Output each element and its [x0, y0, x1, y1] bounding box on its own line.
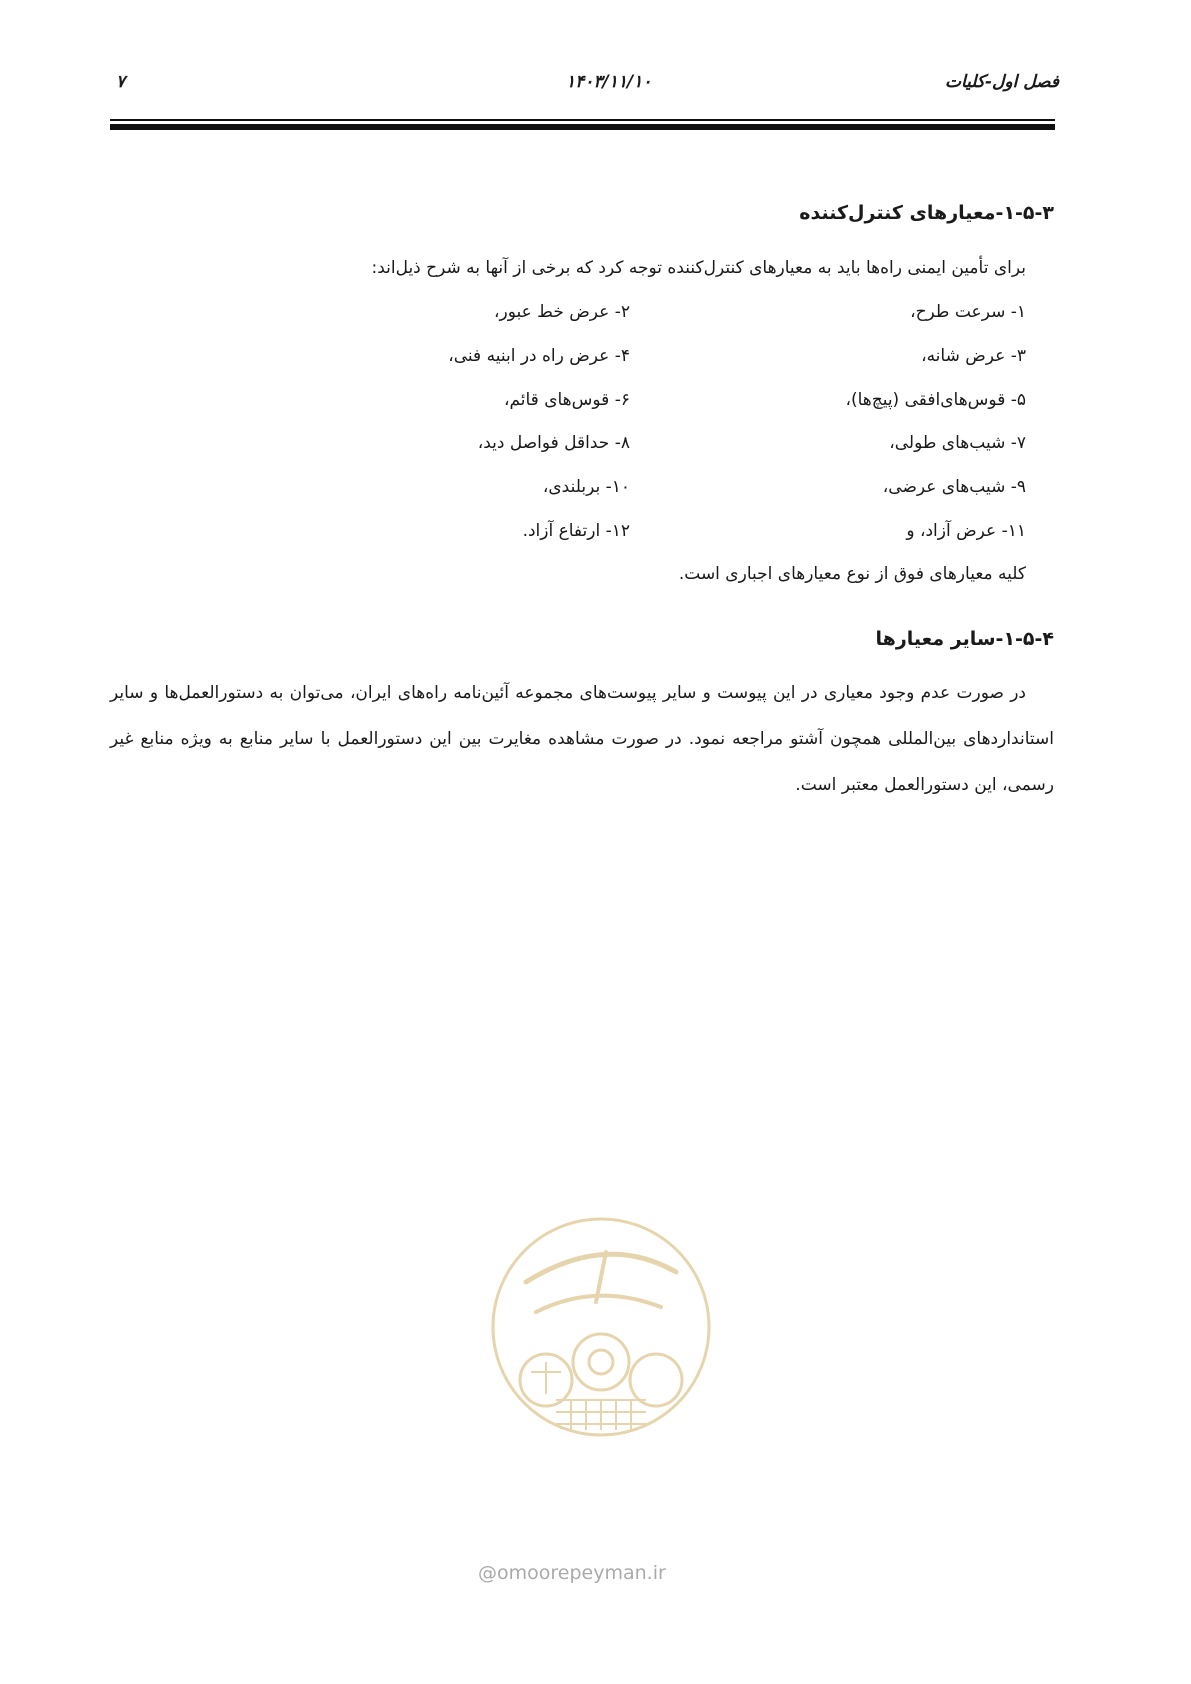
chapter-title: فصل اول-کلیات: [944, 72, 1059, 92]
criteria-item: ۷- شیب‌های طولی،: [889, 433, 1026, 453]
watermark-logo: [486, 1212, 716, 1542]
section-intro: برای تأمین ایمنی راه‌ها باید به معیارهای کنترل‌کننده توجه کرد که برخی از آنها به شرح ذیل‌اند:: [371, 258, 1026, 278]
criteria-item: ۸- حداقل فواصل دید،: [477, 433, 630, 453]
criteria-item: ۱- سرعت طرح،: [910, 302, 1026, 322]
criteria-item: ۲- عرض خط عبور،: [494, 302, 630, 322]
criteria-item: ۶- قوس‌های قائم،: [503, 390, 630, 410]
header-rule-thick: [110, 124, 1055, 130]
criteria-item: ۱۲- ارتفاع آزاد.: [522, 521, 630, 541]
criteria-item: ۴- عرض راه در ابنیه فنی،: [448, 346, 630, 366]
document-date: ۱۴۰۳/۱۱/۱۰: [566, 72, 652, 92]
section-heading-controlling-criteria: ۱-۵-۳-معیارهای کنترل‌کننده: [799, 202, 1054, 224]
criteria-item: ۱۱- عرض آزاد، و: [906, 521, 1026, 541]
section-heading-other-criteria: ۱-۵-۴-سایر معیارها: [875, 628, 1054, 650]
page-number: ۷: [116, 72, 126, 92]
criteria-item: ۵- قوس‌های‌افقی (پیچ‌ها)،: [845, 390, 1026, 410]
header-rule-thin: [110, 119, 1055, 121]
criteria-item: ۹- شیب‌های عرضی،: [882, 477, 1026, 497]
other-criteria-paragraph: در صورت عدم وجود معیاری در این پیوست و سایر پیوست‌های مجموعه آئین‌نامه راه‌های ایران، می‌توان به دستورالعمل‌ها و سایر استانداردهای بین‌المللی همچون آشتو مراجعه نمود. در صورت مشاهده مغایرت بین این دستورالعمل با سایر منابع به ویژه منابع غیر رسمی، این دستورالعمل معتبر است.: [110, 683, 1054, 795]
criteria-item: ۳- عرض شانه،: [921, 346, 1026, 366]
logo-emblem-icon: [486, 1212, 716, 1542]
watermark-url: @omoorepeyman.ir: [478, 1562, 666, 1584]
section-closing: کلیه معیارهای فوق از نوع معیارهای اجباری است.: [678, 564, 1026, 584]
criteria-item: ۱۰- بربلندی،: [542, 477, 630, 497]
